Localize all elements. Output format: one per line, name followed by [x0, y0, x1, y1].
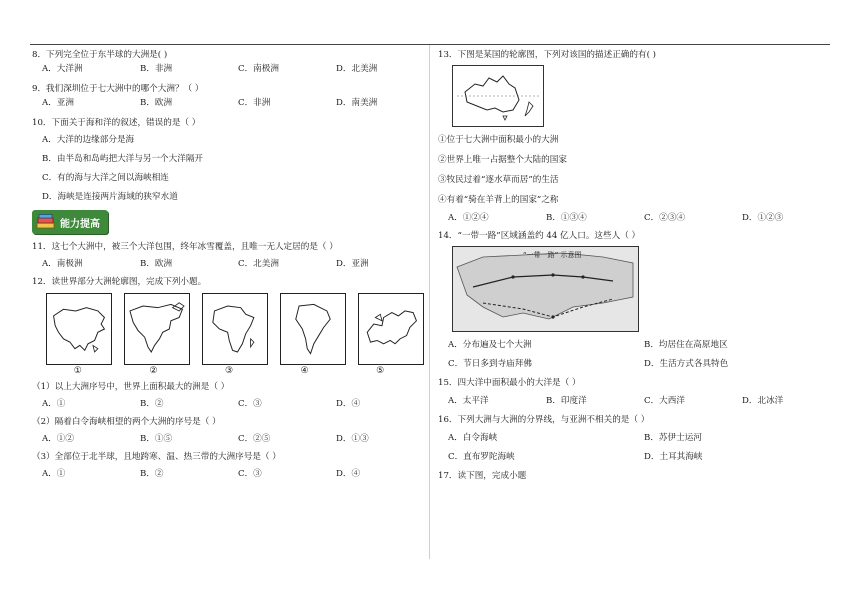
section-label: 能力提高: [60, 218, 100, 230]
q13-option-c[interactable]: C．②③④: [644, 213, 685, 223]
q15-options: [438, 394, 830, 408]
q11-option-b[interactable]: B．欧洲: [140, 259, 173, 269]
q12-stem: 12．读世界部分大洲轮廓图，完成下列小题。: [32, 277, 207, 287]
q16-options-row1: [438, 431, 830, 445]
q15-option-d[interactable]: D．北冰洋: [742, 396, 784, 406]
q10-option-c[interactable]: C．有的海与大洋之间以海峡相连: [42, 173, 169, 183]
right-column: [438, 44, 830, 483]
q8-option-d[interactable]: D．北美洲: [336, 64, 378, 74]
q13-statement-2: ②世界上唯一占据整个大陆的国家: [438, 155, 567, 165]
q13-statement-3: ③牧民过着“逐水草而居”的生活: [438, 175, 559, 185]
q14-option-b[interactable]: B．均居住在高原地区: [644, 340, 728, 350]
q15-option-b[interactable]: B．印度洋: [546, 396, 587, 406]
q14-options-row1: [438, 338, 830, 352]
q11-options: [32, 257, 424, 271]
q15-option-c[interactable]: C．大西洋: [644, 396, 685, 406]
q8-option-c[interactable]: C．南极洲: [238, 64, 279, 74]
map-label-5: ⑤: [376, 366, 385, 376]
q9-option-d[interactable]: D．南美洲: [336, 98, 378, 108]
q14-option-c[interactable]: C．节日多到寺庙拜佛: [448, 359, 532, 369]
q12-sub3-option-b[interactable]: B．②: [140, 469, 164, 479]
q11-option-c[interactable]: C．北美洲: [238, 259, 279, 269]
q12-sub3-option-d[interactable]: D．④: [336, 469, 361, 479]
q9-option-c[interactable]: C．非洲: [238, 98, 271, 108]
q16-option-d[interactable]: D．土耳其海峡: [644, 452, 703, 462]
q12-sub3-stem: （3）全部位于北半球，且地跨寒、温、热三带的大洲序号是（ ）: [32, 452, 281, 462]
q12-sub3-option-a[interactable]: A．①: [42, 469, 66, 479]
section-badge: [32, 210, 108, 234]
books-icon: [36, 214, 56, 230]
q13-option-d[interactable]: D．①②③: [742, 213, 784, 223]
q12-sub2-option-b[interactable]: B．①⑤: [140, 434, 173, 444]
q12-sub2-stem: （2）隔着白令海峡相望的两个大洲的序号是（ ）: [32, 417, 221, 427]
q10-stem: 10．下面关于海和洋的叙述，错误的是（ ）: [32, 118, 201, 128]
q8-stem: 8．下列完全位于东半球的大洲是( ): [32, 50, 168, 60]
left-column: [32, 44, 424, 481]
q13-statement-1: ①位于七大洲中面积最小的大洲: [438, 135, 559, 145]
continent-maps: [46, 293, 424, 365]
q16-option-b[interactable]: B．苏伊士运河: [644, 433, 702, 443]
q9-options: [32, 96, 424, 110]
column-divider: [429, 45, 430, 559]
q11-stem: 11．这七个大洲中，被三个大洋包围，终年冰雪覆盖，且唯一无人定居的是（ ）: [32, 242, 338, 252]
map-asia: [46, 293, 112, 365]
q9-option-b[interactable]: B．欧洲: [140, 98, 173, 108]
belt-road-map: [452, 246, 639, 332]
q16-stem: 16．下列大洲与大洲的分界线，与亚洲不相关的是（ ）: [438, 415, 650, 425]
q10-option-a[interactable]: A．大洋的边缘部分是海: [42, 135, 135, 145]
q17-stem: 17．读下图，完成小题: [438, 471, 527, 481]
q15-option-a[interactable]: A．太平洋: [448, 396, 489, 406]
map-africa: [202, 293, 268, 365]
q12-sub3-options: [32, 467, 424, 481]
map-label-3: ③: [224, 366, 234, 376]
q11-option-a[interactable]: A．南极洲: [42, 259, 83, 269]
q10-option-b[interactable]: B．由半岛和岛屿把大洋与另一个大洋隔开: [42, 154, 204, 164]
q9-stem: 9．我们深圳位于七大洲中的哪个大洲？（ ）: [32, 84, 204, 94]
map-south-america: [280, 293, 346, 365]
q13-stem: 13．下图是某国的轮廓图，下列对该国的描述正确的有( ): [438, 50, 657, 60]
q12-sub1-options: [32, 397, 424, 411]
q10-option-d[interactable]: D．海峡是连接两片海域的狭窄水道: [42, 192, 178, 202]
q13-option-b[interactable]: B．①③④: [546, 213, 587, 223]
q11-option-d[interactable]: D．亚洲: [336, 259, 369, 269]
q12-sub1-option-a[interactable]: A．①: [42, 399, 66, 409]
q8-options: [32, 62, 424, 76]
q14-options-row2: [438, 357, 830, 371]
q9-option-a[interactable]: A．亚洲: [42, 98, 74, 108]
q12-sub1-stem: （1）以上大洲序号中，世界上面积最大的洲是（ ）: [32, 382, 230, 392]
q8-option-b[interactable]: B．非洲: [140, 64, 173, 74]
q12-sub1-option-d[interactable]: D．④: [336, 399, 361, 409]
q13-option-a[interactable]: A．①②④: [448, 213, 489, 223]
q12-sub2-option-a[interactable]: A．①②: [42, 434, 74, 444]
belt-road-map-title: “一带一路” 示意图: [523, 251, 582, 259]
q14-stem: 14．“一带一路”区域涵盖约 44 亿人口。这些人（ ）: [438, 231, 641, 241]
q12-sub1-option-c[interactable]: C．③: [238, 399, 262, 409]
q16-options-row2: [438, 450, 830, 464]
q14-option-d[interactable]: D．生活方式各具特色: [644, 359, 729, 369]
q13-statement-4: ④有着“骑在羊背上的国家”之称: [438, 195, 559, 205]
map-label-1: ①: [73, 366, 82, 376]
map-north-america: [124, 293, 190, 365]
map-label-2: ②: [149, 366, 158, 376]
q14-option-a[interactable]: A．分布遍及七个大洲: [448, 340, 532, 350]
map-europe: [358, 293, 424, 365]
q12-sub2-options: [32, 432, 424, 446]
map-label-4: ④: [300, 366, 309, 376]
q12-sub2-option-d[interactable]: D．①③: [336, 434, 369, 444]
q16-option-c[interactable]: C．直布罗陀海峡: [448, 452, 515, 462]
q12-sub1-option-b[interactable]: B．②: [140, 399, 164, 409]
country-outline-map: [452, 65, 544, 127]
q16-option-a[interactable]: A．白令海峡: [448, 433, 498, 443]
q13-options: [438, 211, 830, 225]
q8-option-a[interactable]: A．大洋洲: [42, 64, 83, 74]
q12-sub2-option-c[interactable]: C．②⑤: [238, 434, 271, 444]
map-labels: [46, 366, 424, 376]
q15-stem: 15．四大洋中面积最小的大洋是（ ）: [438, 378, 581, 388]
q12-sub3-option-c[interactable]: C．③: [238, 469, 262, 479]
